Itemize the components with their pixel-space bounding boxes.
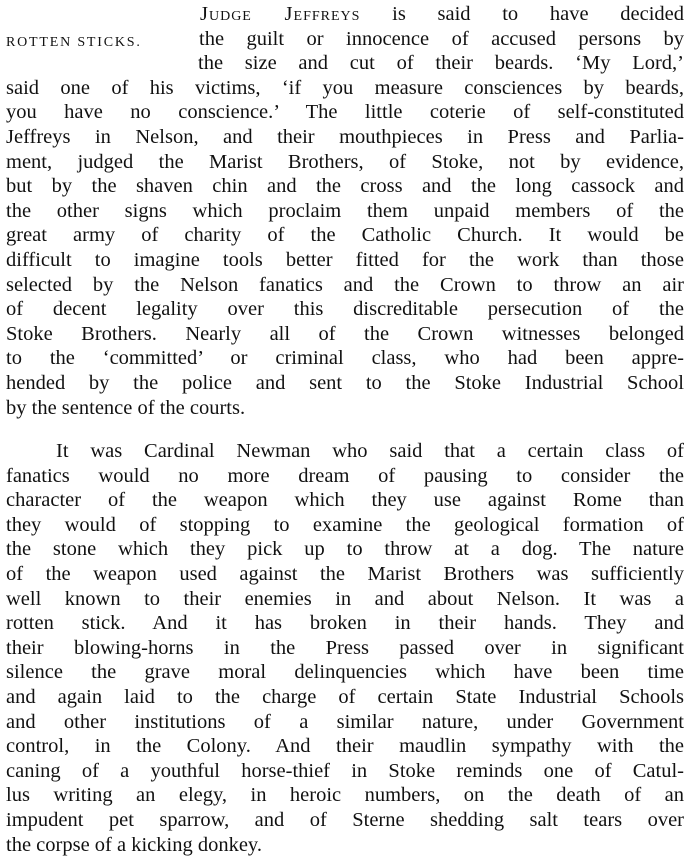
line-text: silence the grave moral delinquencies which have been time <box>6 661 684 684</box>
line-text: but by the shaven chin and the cross and the long cassock and <box>6 175 684 198</box>
paragraph-1-line-4 <box>6 100 684 125</box>
line-text: of decent legality over this discreditable persecution of the <box>6 298 684 321</box>
paragraph-1-line-3 <box>6 76 684 101</box>
line-text: impudent pet sparrow, and of Sterne shedding salt tears over <box>6 809 684 831</box>
paragraph-1-line-7 <box>6 174 684 199</box>
line-text: Jeffreys in Nelson, and their mouthpieces in Press and Parlia- <box>6 125 684 148</box>
paragraph-2-line-9 <box>6 636 684 661</box>
paragraph-2-line-7 <box>6 587 684 612</box>
paragraph-2-line-12 <box>6 710 684 735</box>
paragraph-1-line-2 <box>6 51 684 76</box>
line-text: hended by the police and sent to the Stoke Industrial School <box>6 371 684 394</box>
paragraph-2-line-11 <box>6 685 684 710</box>
line-text: ment, judged the Marist Brothers, of Stoke, not by evidence, <box>6 150 684 173</box>
paragraph-2 <box>6 439 684 857</box>
line-text: by the sentence of the courts. <box>6 396 246 419</box>
paragraph-2-line-17 <box>6 833 684 857</box>
paragraph-2-line-5 <box>6 537 684 562</box>
paragraph-1 <box>6 0 684 420</box>
paragraph-2-line-6 <box>6 562 684 587</box>
line-text: great army of charity of the Catholic Church. It would be <box>6 224 684 247</box>
paragraph-1-line-11 <box>6 273 684 298</box>
paragraph-1-line-15 <box>6 371 684 396</box>
paragraph-2-line-3 <box>6 488 684 513</box>
paragraph-1-line-9 <box>6 223 684 248</box>
page-text <box>6 0 684 857</box>
line-text: of the weapon used against the Marist Brothers was sufficiently <box>6 563 684 586</box>
line-text: they would of stopping to examine the geological formation of <box>6 513 684 536</box>
line-text: Stoke Brothers. Nearly all of the Crown witnesses belonged <box>6 322 684 345</box>
paragraph-2-line-10 <box>6 660 684 685</box>
paragraph-1-opening-line <box>6 2 684 27</box>
line-text: the other signs which proclaim them unpaid members of the <box>6 199 684 222</box>
paragraph-2-line-4 <box>6 513 684 538</box>
line-text: character of the weapon which they use against Rome than <box>6 489 684 512</box>
paragraph-2-line-8 <box>6 611 684 636</box>
line-text: the size and cut of their beards. ‘My Lord,’ <box>198 52 684 75</box>
line-text: said one of his victims, ‘if you measure consciences by beards, <box>6 76 684 99</box>
paragraph-1-line-13 <box>6 322 684 347</box>
line-text: rotten stick. And it has broken in their hands. They and <box>6 612 684 635</box>
line-text: lus writing an elegy, in heroic numbers, on the death of an <box>6 784 684 807</box>
paragraph-1-line-6 <box>6 150 684 175</box>
line-text: the stone which they pick up to throw at a dog. The nature <box>6 538 684 561</box>
paragraph-2-line-16 <box>6 808 684 833</box>
line-text: the corpse of a kicking donkey. <box>6 833 262 856</box>
sidenote-rotten-sticks: ROTTEN STICKS. <box>6 34 142 50</box>
paragraph-2-line-14 <box>6 759 684 784</box>
line-text: you have no conscience.’ The little coterie of self-constituted <box>6 101 684 124</box>
line-text: well known to their enemies in and about Nelson. It was a <box>6 587 684 610</box>
paragraph-1-line-1 <box>6 27 684 52</box>
paragraph-2-line-2 <box>6 464 684 489</box>
line-text: and other institutions of a similar nature, under Government <box>6 710 684 733</box>
paragraph-1-line-12 <box>6 297 684 322</box>
opening-small-caps: Judge Jeffreys <box>200 3 361 25</box>
paragraph-2-line-15 <box>6 783 684 808</box>
paragraph-1-line-8 <box>6 199 684 224</box>
line-text: It was Cardinal Newman who said that a certain class of <box>56 440 684 463</box>
paragraph-1-line-10 <box>6 248 684 273</box>
opening-rest: is said to have decided <box>392 3 685 25</box>
line-text: fanatics would no more dream of pausing to consider the <box>6 464 684 487</box>
line-text: caning of a youthful horse-thief in Stoke reminds one of Catul- <box>6 759 684 782</box>
line-text: the guilt or innocence of accused persons by <box>199 27 684 50</box>
paragraph-2-line-1 <box>6 439 684 464</box>
line-text: and again laid to the charge of certain State Industrial Schools <box>6 686 684 709</box>
line-text: to the ‘committed’ or criminal class, who had been appre- <box>6 347 684 370</box>
paragraph-2-line-13 <box>6 734 684 759</box>
line-text: their blowing-horns in the Press passed over in significant <box>6 636 684 659</box>
line-text: selected by the Nelson fanatics and the Crown to throw an air <box>6 273 684 296</box>
paragraph-1-line-16 <box>6 396 684 421</box>
line-text: difficult to imagine tools better fitted for the work than those <box>6 248 684 271</box>
paragraph-1-line-5 <box>6 125 684 150</box>
line-text: control, in the Colony. And their maudlin sympathy with the <box>6 735 684 758</box>
paragraph-1-line-14 <box>6 346 684 371</box>
